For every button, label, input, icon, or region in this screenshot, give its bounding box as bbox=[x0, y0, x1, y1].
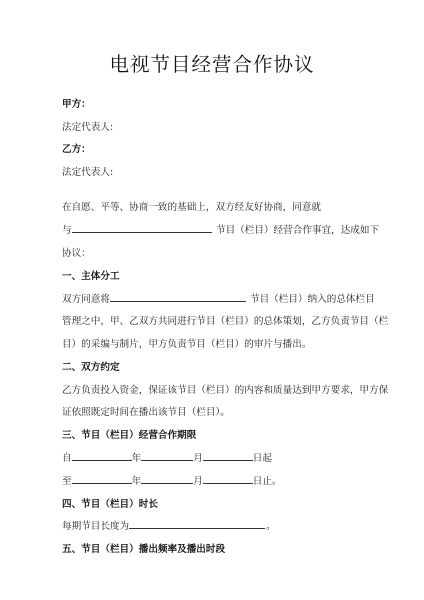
intro-line-2-suffix: 节目（栏目）经营合作事宜，达成如下 bbox=[216, 225, 380, 236]
term-start-prefix: 自 bbox=[62, 453, 72, 464]
party-a-representative: 法定代表人: bbox=[62, 122, 114, 133]
section-2-line-2: 证依照既定时间在播出该节目（栏目）。 bbox=[62, 407, 230, 418]
section-4-line-1-suffix: 。 bbox=[266, 521, 276, 532]
section-1-line-2: 管理之中，甲、乙双方共同进行节目（栏目）的总体策划，乙方负责节目（栏 bbox=[62, 316, 389, 327]
section-1-line-1-prefix: 双方同意将 bbox=[62, 294, 110, 305]
end-day-blank[interactable] bbox=[203, 475, 253, 484]
start-month-label: 月 bbox=[193, 453, 203, 464]
document-title: 电视节目经营合作协议 bbox=[109, 53, 315, 76]
intro-line-2-prefix: 与 bbox=[62, 225, 72, 236]
start-month-blank[interactable] bbox=[141, 452, 193, 461]
section-2-heading: 二、双方约定 bbox=[62, 362, 120, 373]
section-4-line-1 bbox=[62, 518, 265, 532]
start-year-blank[interactable] bbox=[72, 452, 132, 461]
program-length-blank[interactable] bbox=[129, 520, 265, 529]
section-1-line-1-suffix: 节目（栏目）纳入的总体栏目 bbox=[250, 294, 375, 305]
end-day-label: 日止。 bbox=[252, 476, 282, 487]
end-year-label: 年 bbox=[131, 476, 142, 487]
end-year-blank[interactable] bbox=[72, 475, 132, 484]
start-day-blank[interactable] bbox=[203, 452, 253, 461]
term-end-prefix: 至 bbox=[62, 476, 72, 487]
party-name-blank[interactable] bbox=[72, 224, 212, 233]
section-1-heading: 一、主体分工 bbox=[62, 271, 120, 282]
section-1-line-3: 目）的采编与制片，甲方负责节目（栏目）的审片与播出。 bbox=[62, 339, 312, 350]
intro-line-3: 协议： bbox=[62, 248, 91, 259]
section-4-line-1-prefix: 每期节目长度为 bbox=[62, 521, 130, 532]
section-5-heading: 五、节目（栏目）播出频率及播出时段 bbox=[62, 544, 226, 555]
section-2-line-1: 乙方负责投入资金，保证该节目（栏目）的内容和质量达到甲方要求，甲方保 bbox=[62, 385, 389, 396]
end-month-blank[interactable] bbox=[141, 475, 193, 484]
term-start-row bbox=[62, 450, 272, 464]
section-1-line-1 bbox=[62, 291, 246, 305]
start-year-label: 年 bbox=[131, 453, 142, 464]
end-month-label: 月 bbox=[193, 476, 203, 487]
intro-line-2 bbox=[62, 222, 212, 236]
party-b-label: 乙方： bbox=[62, 144, 91, 155]
term-end-row bbox=[62, 473, 282, 487]
section-4-heading: 四、节目（栏目）时长 bbox=[62, 499, 158, 510]
program-name-blank[interactable] bbox=[110, 293, 246, 302]
section-3-heading: 三、节目（栏目）经营合作期限 bbox=[62, 430, 197, 441]
party-a-label: 甲方： bbox=[62, 99, 91, 110]
intro-line-1: 在自愿、平等、协商一致的基础上，双方经友好协商，同意就 bbox=[62, 202, 322, 213]
party-b-representative: 法定代表人: bbox=[62, 167, 114, 178]
start-day-label: 日起 bbox=[252, 453, 272, 464]
